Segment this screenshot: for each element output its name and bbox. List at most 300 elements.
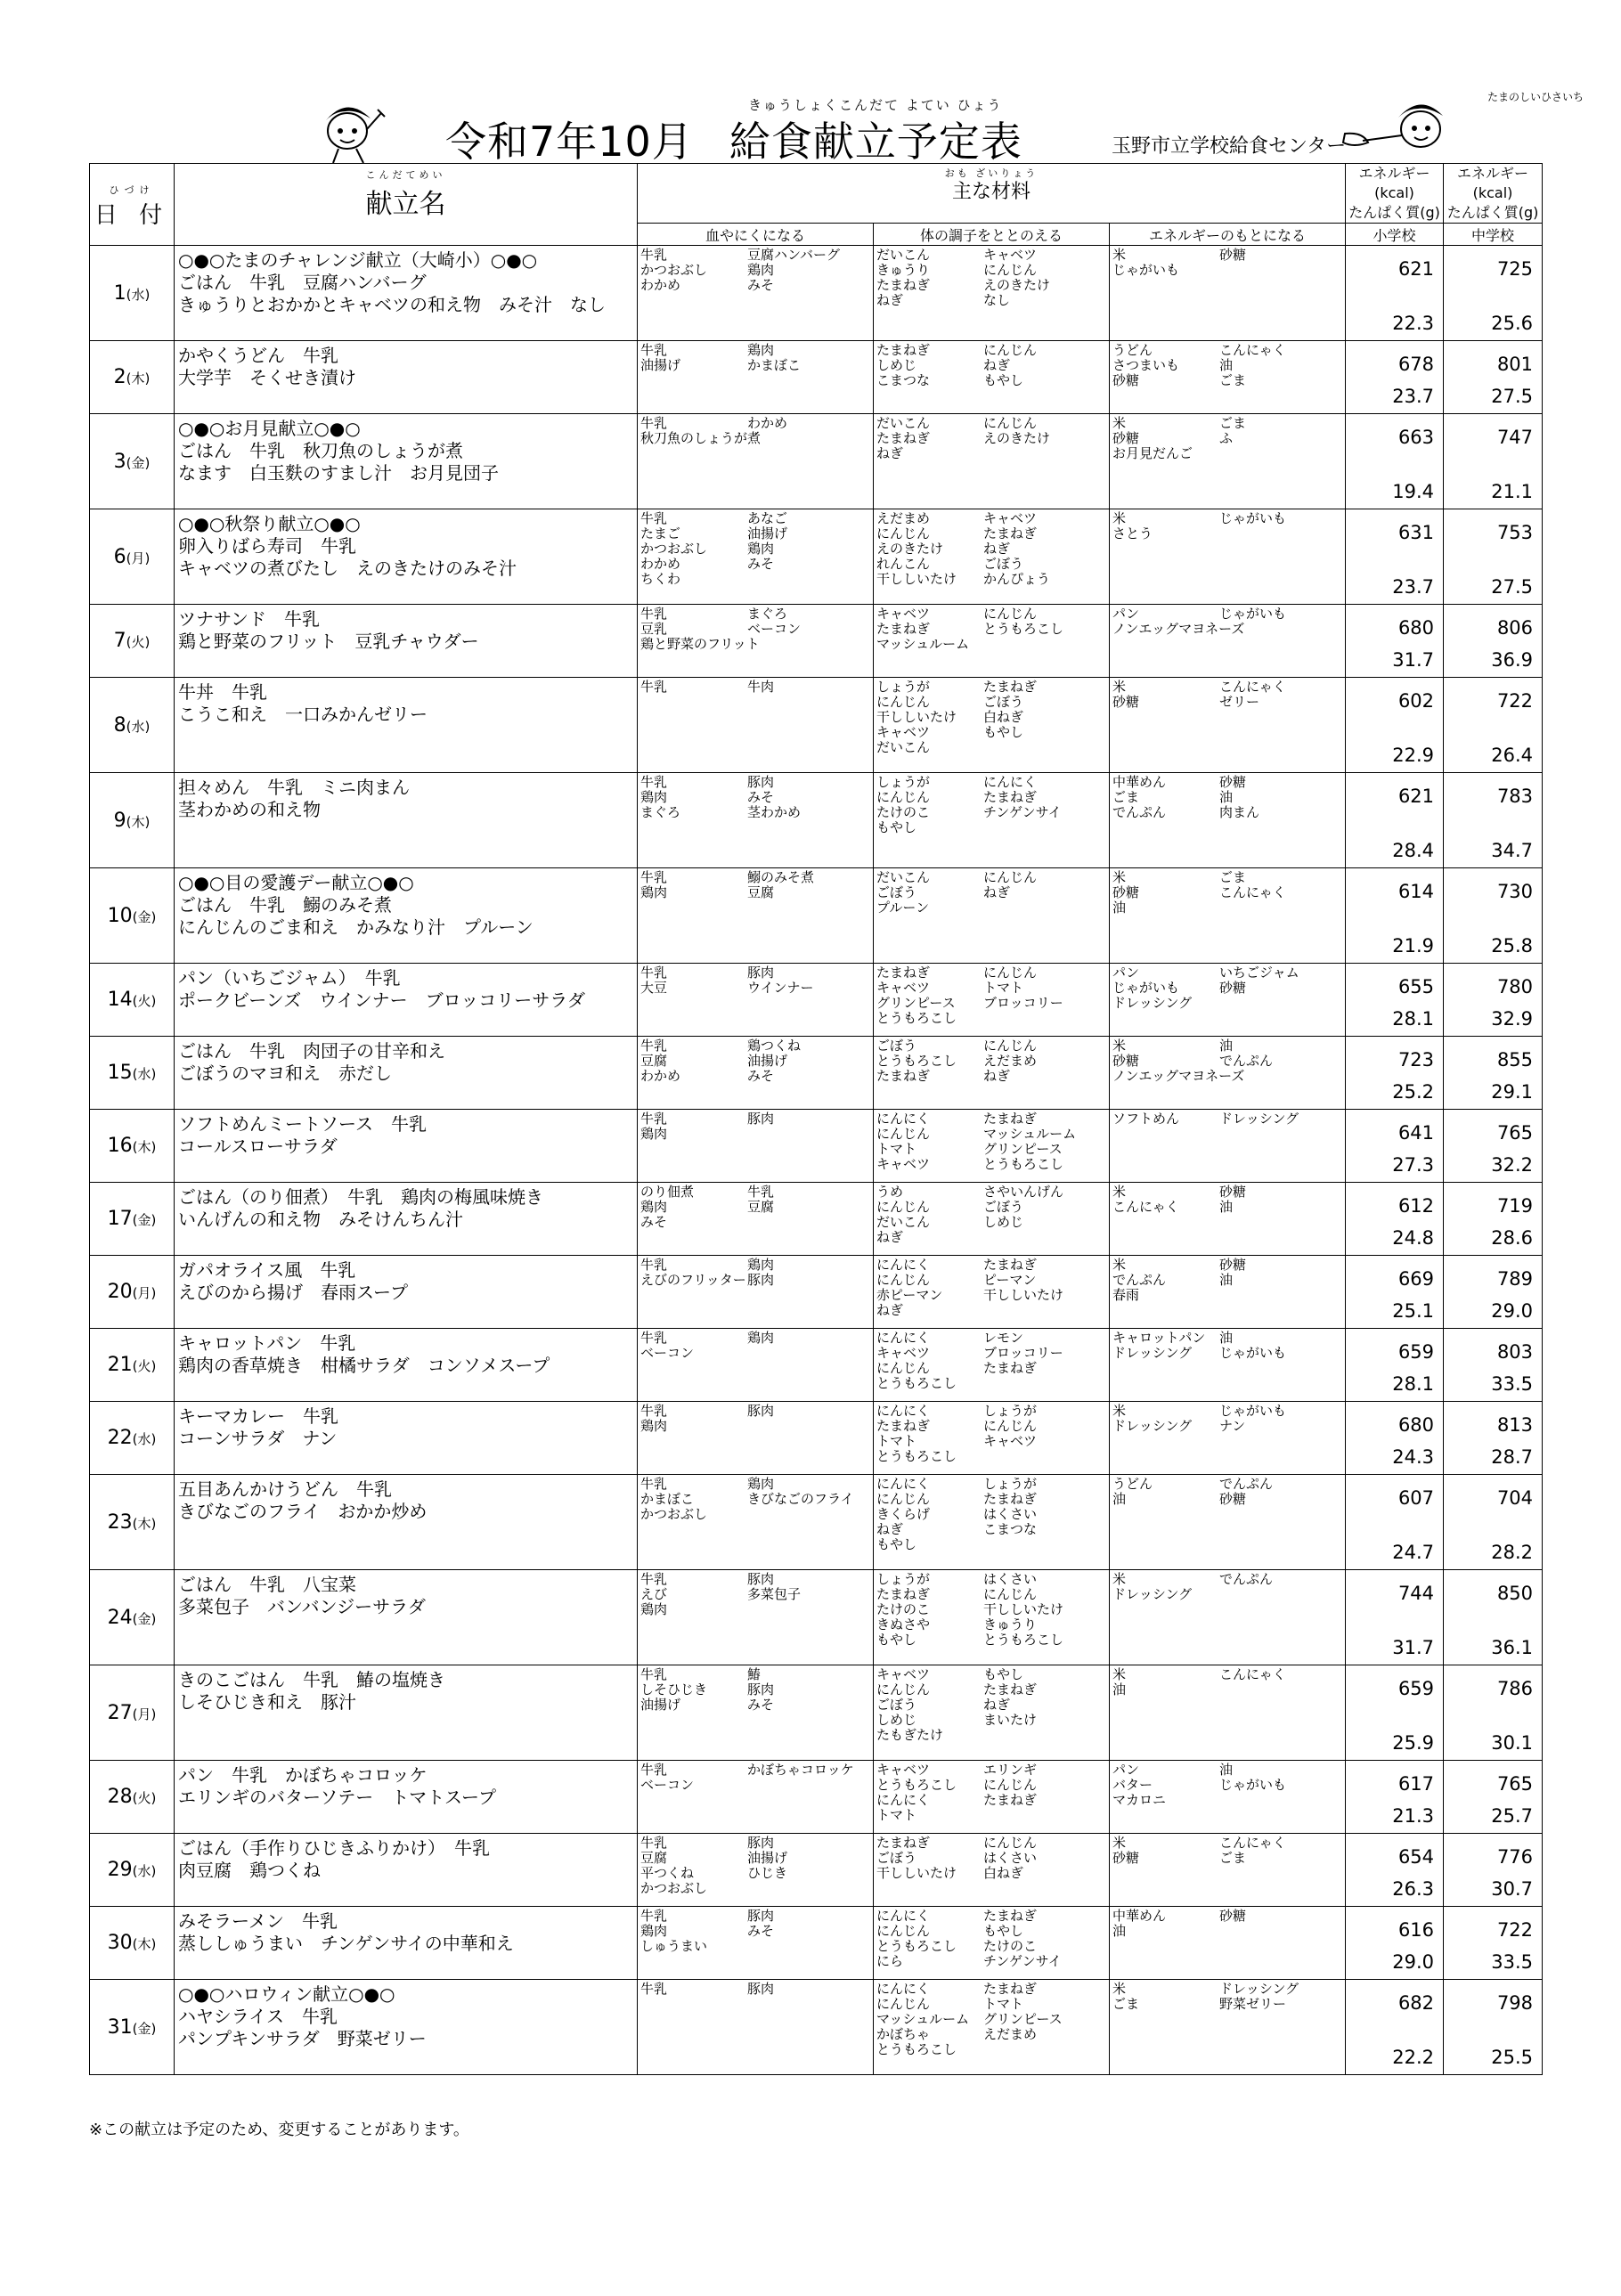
ingredient-item	[983, 1303, 1090, 1318]
ingredient-item: じゃがいも	[1112, 262, 1180, 278]
ingredient-item: かつおぶし	[640, 262, 708, 278]
ingredient-item: しょうが	[983, 1476, 1038, 1492]
dish-line: 牛丼 牛乳	[178, 681, 267, 703]
ingredient-item: もやし	[876, 819, 917, 835]
ingredient-item: 米	[1112, 679, 1127, 695]
nutrition-junior-high-cell	[1444, 868, 1543, 964]
nutrition-junior-high-cell	[1444, 1980, 1543, 2075]
ingredients-red-cell	[638, 678, 874, 773]
ingredient-item: かんぴょう	[983, 571, 1051, 587]
ingredient-item: キャベツ	[876, 1156, 931, 1172]
energy-kcal: 798	[1496, 1992, 1534, 2014]
ingredients-yellow-cell	[874, 509, 1110, 605]
ingredient-item: みそ	[640, 1214, 668, 1230]
ingredient-item: かつおぶし	[640, 1880, 708, 1896]
ingredient-item: だいこん	[876, 1214, 931, 1230]
ingredient-item: もやし	[876, 1632, 917, 1648]
table-row	[90, 1834, 1543, 1907]
ingredient-item: バター	[1112, 1777, 1153, 1793]
ingredient-item: 米	[1112, 247, 1127, 263]
table-row	[90, 1037, 1543, 1110]
ingredients-red-cell	[638, 1329, 874, 1402]
ingredient-item: とうもろこし	[876, 1777, 957, 1793]
ingredients-yellow-cell	[874, 1761, 1110, 1834]
dish-cell	[175, 605, 638, 678]
ingredient-item: 米	[1112, 1571, 1127, 1587]
ingredient-item: 砂糖	[1219, 980, 1247, 996]
ingredient-item: えのきたけ	[983, 277, 1051, 293]
ingredient-item: もやし	[983, 372, 1024, 388]
ingredient-item: みそ	[747, 789, 775, 805]
dish-line: ごはん 牛乳 八宝菜	[178, 1574, 356, 1595]
ingredients-yellow-cell	[874, 1475, 1110, 1570]
ingredient-item: 油	[1112, 900, 1127, 916]
day-number: 17	[107, 1208, 133, 1230]
ingredient-item: マカロニ	[1112, 1792, 1167, 1808]
energy-kcal: 780	[1496, 976, 1534, 997]
day-cell	[90, 246, 175, 341]
ingredient-item	[1219, 263, 1326, 278]
protein-g: 34.7	[1491, 840, 1534, 861]
ingredient-item: 牛乳	[640, 342, 668, 358]
ingredient-item: 牛乳	[640, 1981, 668, 1997]
energy-kcal: 850	[1496, 1583, 1534, 1604]
ingredient-item: キャベツ	[876, 724, 931, 740]
ingredients-yellow-cell	[874, 1183, 1110, 1256]
ingredient-item: たもぎたけ	[876, 1727, 944, 1743]
ingredient-item: にんじん	[983, 606, 1038, 622]
ingredient-item: 米	[1112, 869, 1127, 885]
ingredient-item: たまねぎ	[876, 621, 931, 637]
protein-g: 25.2	[1392, 1081, 1435, 1103]
day-cell	[90, 1475, 175, 1570]
nutrition-junior-high-cell	[1444, 341, 1543, 414]
ingredient-item	[747, 1507, 854, 1522]
day-of-week: (水)	[132, 1066, 157, 1082]
dish-cell	[175, 1037, 638, 1110]
ingredient-item: とうもろこし	[876, 1053, 957, 1069]
dish-cell	[175, 773, 638, 868]
ingredients-yellow-cell	[874, 773, 1110, 868]
energy-kcal: 669	[1397, 1268, 1435, 1290]
protein-g: 32.2	[1491, 1154, 1534, 1176]
ingredient-item: にんじん	[876, 525, 931, 541]
ingredient-item: たまねぎ	[983, 1111, 1038, 1127]
nutrition-junior-high-cell	[1444, 1037, 1543, 1110]
ingredient-item: 鰯のみそ煮	[747, 869, 815, 885]
ingredient-item: ごま	[1112, 789, 1140, 805]
ingredient-item: たけのこ	[876, 804, 931, 820]
ingredient-item: チンゲンサイ	[983, 1953, 1062, 1969]
ingredients-green-cell	[1110, 509, 1346, 605]
ingredient-item: さやいんげん	[983, 1184, 1064, 1200]
energy-kcal: 654	[1397, 1846, 1435, 1868]
ingredient-item	[983, 2042, 1090, 2057]
protein-g: 28.7	[1491, 1446, 1534, 1468]
dish-line: 鶏肉の香草焼き 柑橘サラダ コンソメスープ	[178, 1355, 550, 1376]
ingredient-item: はくさい	[983, 1850, 1038, 1866]
ingredient-item: キャベツ	[983, 510, 1038, 526]
ingredient-item: こんにゃく	[1219, 679, 1286, 695]
ingredient-item: しょうが	[876, 774, 931, 790]
protein-g: 28.4	[1392, 840, 1435, 861]
ingredient-item: にんにく	[876, 1330, 931, 1346]
ingredient-item: トマト	[876, 1433, 917, 1449]
ingredient-item: 牛乳	[640, 1908, 668, 1924]
ingredient-item: ベーコン	[640, 1345, 695, 1361]
ingredient-item: にんじん	[983, 1777, 1038, 1793]
ingredient-item: 鶏肉	[747, 262, 775, 278]
ingredient-item: なし	[983, 292, 1011, 308]
ingredient-item: もやし	[983, 1923, 1024, 1939]
ingredient-item: 砂糖	[1112, 430, 1140, 446]
ingredient-item: にんにく	[876, 1476, 931, 1492]
ingredient-item: キャベツ	[876, 1666, 931, 1682]
header-group-green: エネルギーのもとになる	[1110, 224, 1346, 246]
ingredient-item: にんじん	[876, 1272, 931, 1288]
ingredient-item: 鶏肉	[640, 1923, 668, 1939]
ingredient-item: 鶏肉	[747, 1330, 775, 1346]
ingredient-item: しゅうまい	[640, 1938, 708, 1954]
ingredient-item: えのきたけ	[876, 541, 944, 557]
energy-kcal: 680	[1397, 617, 1435, 639]
ingredient-item: 平つくね	[640, 1865, 695, 1881]
dish-line: ○●○秋祭り献立○●○	[178, 513, 361, 534]
ingredient-item: まぐろ	[640, 804, 681, 820]
energy-kcal: 663	[1397, 427, 1435, 448]
ingredient-item: 豆腐	[747, 884, 775, 900]
ingredient-item: 油揚げ	[747, 1850, 788, 1866]
ingredient-item: にんじん	[983, 869, 1038, 885]
ingredients-yellow-cell	[874, 1834, 1110, 1907]
ingredient-item: えだまめ	[983, 1053, 1038, 1069]
ingredients-yellow-cell	[874, 1907, 1110, 1980]
ingredient-item: トマト	[876, 1807, 917, 1823]
dish-line: ガパオライス風 牛乳	[178, 1259, 356, 1281]
ingredient-item: ナン	[1219, 1418, 1246, 1434]
ingredient-item: しめじ	[983, 1214, 1024, 1230]
dish-line: しそひじき和え 豚汁	[178, 1691, 356, 1713]
page-title	[445, 110, 1022, 168]
day-of-week: (木)	[126, 370, 151, 387]
day-number: 15	[107, 1062, 133, 1084]
ingredients-green-cell	[1110, 1834, 1346, 1907]
protein-g: 24.8	[1392, 1227, 1435, 1249]
ingredient-item: みそ	[747, 277, 775, 293]
ingredient-item: れんこん	[876, 556, 931, 572]
ingredient-item: 油揚げ	[640, 357, 681, 373]
dish-line: 蒸ししゅうまい チンゲンサイの中華和え	[178, 1933, 514, 1954]
ingredient-item: ごま	[1112, 1996, 1140, 2012]
ingredients-yellow-cell	[874, 341, 1110, 414]
ingredients-green-cell	[1110, 868, 1346, 964]
nutrition-junior-high-cell	[1444, 1402, 1543, 1475]
ingredient-item: にんじん	[983, 965, 1038, 981]
day-of-week: (火)	[132, 1790, 157, 1806]
ingredients-yellow-cell	[874, 1570, 1110, 1665]
ingredient-item: グリンピース	[983, 2011, 1063, 2027]
ingredient-item: 砂糖	[1219, 1184, 1247, 1200]
ingredient-item: 鶏肉	[640, 789, 668, 805]
dish-line: コールスローサラダ	[178, 1136, 338, 1157]
nutrition-elementary-cell	[1346, 1037, 1444, 1110]
day-of-week: (月)	[132, 1285, 157, 1301]
day-of-week: (火)	[132, 993, 157, 1009]
day-cell	[90, 1665, 175, 1761]
table-row	[90, 1402, 1543, 1475]
ingredient-item: たまねぎ	[876, 1068, 931, 1084]
protein-g: 23.7	[1392, 576, 1435, 598]
energy-kcal: 607	[1397, 1487, 1435, 1509]
table-row	[90, 868, 1543, 964]
ingredient-item: こんにゃく	[1219, 1835, 1286, 1851]
dish-line: なます 白玉麩のすまし汁 お月見団子	[178, 462, 499, 484]
dish-cell	[175, 1761, 638, 1834]
day-number: 8	[113, 713, 126, 737]
ingredient-item	[747, 1602, 854, 1617]
ingredient-item: 肉まん	[1219, 804, 1260, 820]
protein-g: 21.9	[1392, 935, 1435, 957]
nutrition-elementary-cell	[1346, 773, 1444, 868]
ingredient-item: たまねぎ	[876, 342, 931, 358]
day-cell	[90, 1980, 175, 2075]
ingredient-item	[983, 637, 1090, 652]
energy-kcal: 813	[1496, 1414, 1534, 1436]
ingredient-item: にんじん	[876, 1681, 931, 1698]
ingredient-item: こんにゃく	[1112, 1199, 1179, 1215]
ingredient-item: 豚肉	[747, 1111, 775, 1127]
ingredient-item: えだまめ	[876, 510, 931, 526]
ingredient-item: にんにく	[876, 1403, 931, 1419]
ingredients-green-cell	[1110, 1761, 1346, 1834]
nutrition-elementary-cell	[1346, 605, 1444, 678]
day-cell	[90, 1329, 175, 1402]
header-group-red: 血やにくになる	[638, 224, 874, 246]
dish-line: かやくうどん 牛乳	[178, 345, 338, 366]
ingredients-red-cell	[638, 1475, 874, 1570]
energy-kcal: 803	[1496, 1341, 1534, 1363]
protein-g: 31.7	[1392, 649, 1435, 671]
ingredient-item: えびのフリッター	[640, 1272, 746, 1288]
dish-line: キーマカレー 牛乳	[178, 1405, 338, 1427]
day-number: 30	[107, 1932, 133, 1954]
nutrition-elementary-cell	[1346, 341, 1444, 414]
day-number: 3	[113, 450, 126, 473]
ingredient-item: 牛乳	[640, 1835, 668, 1851]
ingredient-item	[747, 1939, 854, 1954]
dish-line: ソフトめんミートソース 牛乳	[178, 1113, 427, 1135]
ingredient-item: 砂糖	[1112, 884, 1140, 900]
day-number: 16	[107, 1135, 133, 1157]
table-row	[90, 509, 1543, 605]
ingredient-item	[1219, 446, 1326, 461]
nutrition-elementary-cell	[1346, 1980, 1444, 2075]
day-cell	[90, 868, 175, 964]
ingredient-item: 砂糖	[1219, 774, 1247, 790]
ingredient-item: 牛乳	[640, 1571, 668, 1587]
ingredient-item: 豚肉	[747, 1403, 775, 1419]
ingredient-item: チンゲンサイ	[983, 804, 1062, 820]
ingredient-item: ごぼう	[983, 1199, 1024, 1215]
day-cell	[90, 1110, 175, 1183]
energy-kcal: 621	[1397, 258, 1435, 280]
ingredients-green-cell	[1110, 414, 1346, 509]
day-of-week: (木)	[132, 1936, 157, 1952]
dish-cell	[175, 1402, 638, 1475]
ingredient-item: きゅうり	[983, 1616, 1038, 1632]
dish-line: キャロットパン 牛乳	[178, 1332, 356, 1354]
ingredient-item: とうもろこし	[876, 1938, 957, 1954]
ingredient-item: 牛乳	[640, 869, 668, 885]
ingredient-item: 鶏肉	[747, 1476, 775, 1492]
ingredient-item: 牛乳	[640, 1330, 668, 1346]
ingredient-item: 鰆	[747, 1666, 762, 1682]
dish-line: コーンサラダ ナン	[178, 1428, 338, 1449]
ingredient-item: じゃがいも	[1112, 980, 1180, 996]
day-number: 31	[107, 2015, 133, 2039]
ingredient-item: 豚肉	[747, 1681, 775, 1698]
ingredient-item: とうもろこし	[983, 621, 1064, 637]
ingredient-item: グリンピース	[876, 995, 956, 1011]
menu-table	[89, 163, 1543, 2075]
day-cell	[90, 414, 175, 509]
header-group-yellow: 体の調子をととのえる	[874, 224, 1110, 246]
ingredient-item: 油	[1219, 1762, 1234, 1778]
ingredient-item: でんぷん	[1219, 1053, 1274, 1069]
ingredient-item: えび	[640, 1586, 668, 1602]
ingredient-item: ソフトめん	[1112, 1111, 1180, 1127]
energy-kcal: 682	[1397, 1992, 1435, 2014]
protein-g: 25.6	[1491, 313, 1534, 334]
header-menu-name: こんだてめい 献立名	[175, 164, 638, 246]
nutrition-elementary-cell	[1346, 678, 1444, 773]
energy-kcal: 659	[1397, 1678, 1435, 1699]
day-number: 6	[113, 545, 126, 568]
nutrition-elementary-cell	[1346, 1761, 1444, 1834]
ingredient-item: ドレッシング	[1112, 1418, 1193, 1434]
protein-g: 25.9	[1392, 1732, 1435, 1754]
ingredient-item: キャロットパン	[1112, 1330, 1206, 1346]
table-row	[90, 1907, 1543, 1980]
ingredient-item: ごぼう	[876, 884, 917, 900]
dish-line: ごはん 牛乳 秋刀魚のしょうが煮	[178, 440, 463, 461]
ingredient-item: ごま	[1219, 869, 1247, 885]
ingredient-item: ピーマン	[983, 1272, 1037, 1288]
ingredient-item: ベーコン	[747, 621, 802, 637]
ingredient-item	[1219, 526, 1326, 541]
ingredient-item: とうもろこし	[983, 1632, 1064, 1648]
header-junior-high: 中学校	[1444, 224, 1543, 246]
ingredient-item: 鶏つくね	[747, 1038, 802, 1054]
ingredients-red-cell	[638, 605, 874, 678]
ingredient-item	[983, 1449, 1090, 1464]
ingredient-item: 米	[1112, 415, 1127, 431]
ingredient-item	[1219, 622, 1326, 637]
ingredient-item: にんじん	[876, 1491, 931, 1507]
ingredient-item: グリンピース	[983, 1141, 1063, 1157]
day-cell	[90, 341, 175, 414]
ingredient-item: キャベツ	[983, 247, 1038, 263]
ingredient-item: とうもろこし	[876, 1448, 957, 1464]
ingredient-item: しょうが	[876, 679, 931, 695]
nutrition-elementary-cell	[1346, 1329, 1444, 1402]
ingredient-item: 豚肉	[747, 965, 775, 981]
ingredient-item: たまねぎ	[876, 1586, 931, 1602]
ingredient-item: 米	[1112, 1981, 1127, 1997]
energy-kcal: 753	[1496, 522, 1534, 543]
protein-g: 32.9	[1491, 1008, 1534, 1030]
day-number: 27	[107, 1701, 133, 1724]
ingredients-green-cell	[1110, 605, 1346, 678]
ingredients-red-cell	[638, 1402, 874, 1475]
ingredient-item: にんじん	[876, 1360, 931, 1376]
ingredient-item: はくさい	[983, 1506, 1038, 1522]
ingredient-item: 砂糖	[1112, 372, 1140, 388]
ingredient-item: だいこん	[876, 415, 931, 431]
ingredient-item: 油	[1219, 357, 1234, 373]
protein-g: 21.1	[1491, 481, 1534, 502]
header-units-elementary: エネルギー(kcal) たんぱく質(g)	[1346, 164, 1444, 224]
ingredients-yellow-cell	[874, 246, 1110, 341]
protein-g: 31.7	[1392, 1637, 1435, 1658]
dish-cell	[175, 414, 638, 509]
ingredients-red-cell	[638, 1570, 874, 1665]
dish-line: 担々めん 牛乳 ミニ肉まん	[178, 777, 410, 798]
dish-line: ごはん（手作りひじきふりかけ） 牛乳	[178, 1837, 490, 1859]
nutrition-elementary-cell	[1346, 868, 1444, 964]
ingredient-item: キャベツ	[876, 1762, 931, 1778]
ingredient-item: たまねぎ	[983, 789, 1038, 805]
ingredient-item: にんにく	[876, 1981, 931, 1997]
ingredient-item: しょうが	[876, 1571, 931, 1587]
day-number: 1	[113, 281, 126, 305]
ingredient-item: 油	[1112, 1491, 1127, 1507]
ingredient-item: ベーコン	[640, 1777, 695, 1793]
day-of-week: (水)	[126, 286, 151, 303]
ingredient-item: ドレッシング	[1112, 1586, 1193, 1602]
dish-cell	[175, 341, 638, 414]
ingredient-item: にんにく	[876, 1257, 931, 1273]
dish-cell	[175, 678, 638, 773]
ingredient-item: まぐろ	[747, 606, 788, 622]
ingredient-item: あなご	[747, 510, 788, 526]
day-of-week: (水)	[132, 1431, 157, 1447]
ingredients-red-cell	[638, 1907, 874, 1980]
document-header	[89, 85, 1584, 169]
protein-g: 25.7	[1491, 1805, 1534, 1827]
ingredient-item: 豆腐ハンバーグ	[747, 247, 840, 263]
ingredient-item: じゃがいも	[1219, 1403, 1287, 1419]
ingredients-red-cell	[638, 1980, 874, 2075]
protein-g: 29.0	[1491, 1300, 1534, 1322]
dish-cell	[175, 1665, 638, 1761]
dish-line: こうこ和え 一口みかんゼリー	[178, 704, 428, 725]
nutrition-junior-high-cell	[1444, 964, 1543, 1037]
dish-line: えびのから揚げ 春雨スープ	[178, 1282, 408, 1303]
ingredient-item: 牛乳	[640, 1111, 668, 1127]
ingredients-yellow-cell	[874, 1329, 1110, 1402]
ingredient-item: 干ししいたけ	[876, 1865, 957, 1881]
ingredient-item: 中華めん	[1112, 1908, 1167, 1924]
ingredient-item	[983, 1537, 1090, 1552]
header-day: ひづけ 日 付	[90, 164, 175, 246]
ingredient-item: 大豆	[640, 980, 668, 996]
dish-line: パン 牛乳 かぼちゃコロッケ	[178, 1764, 428, 1786]
ingredient-item: まいたけ	[983, 1712, 1038, 1728]
ingredient-item	[1219, 1793, 1326, 1808]
ingredients-green-cell	[1110, 1907, 1346, 1980]
ingredient-item: だいこん	[876, 247, 931, 263]
